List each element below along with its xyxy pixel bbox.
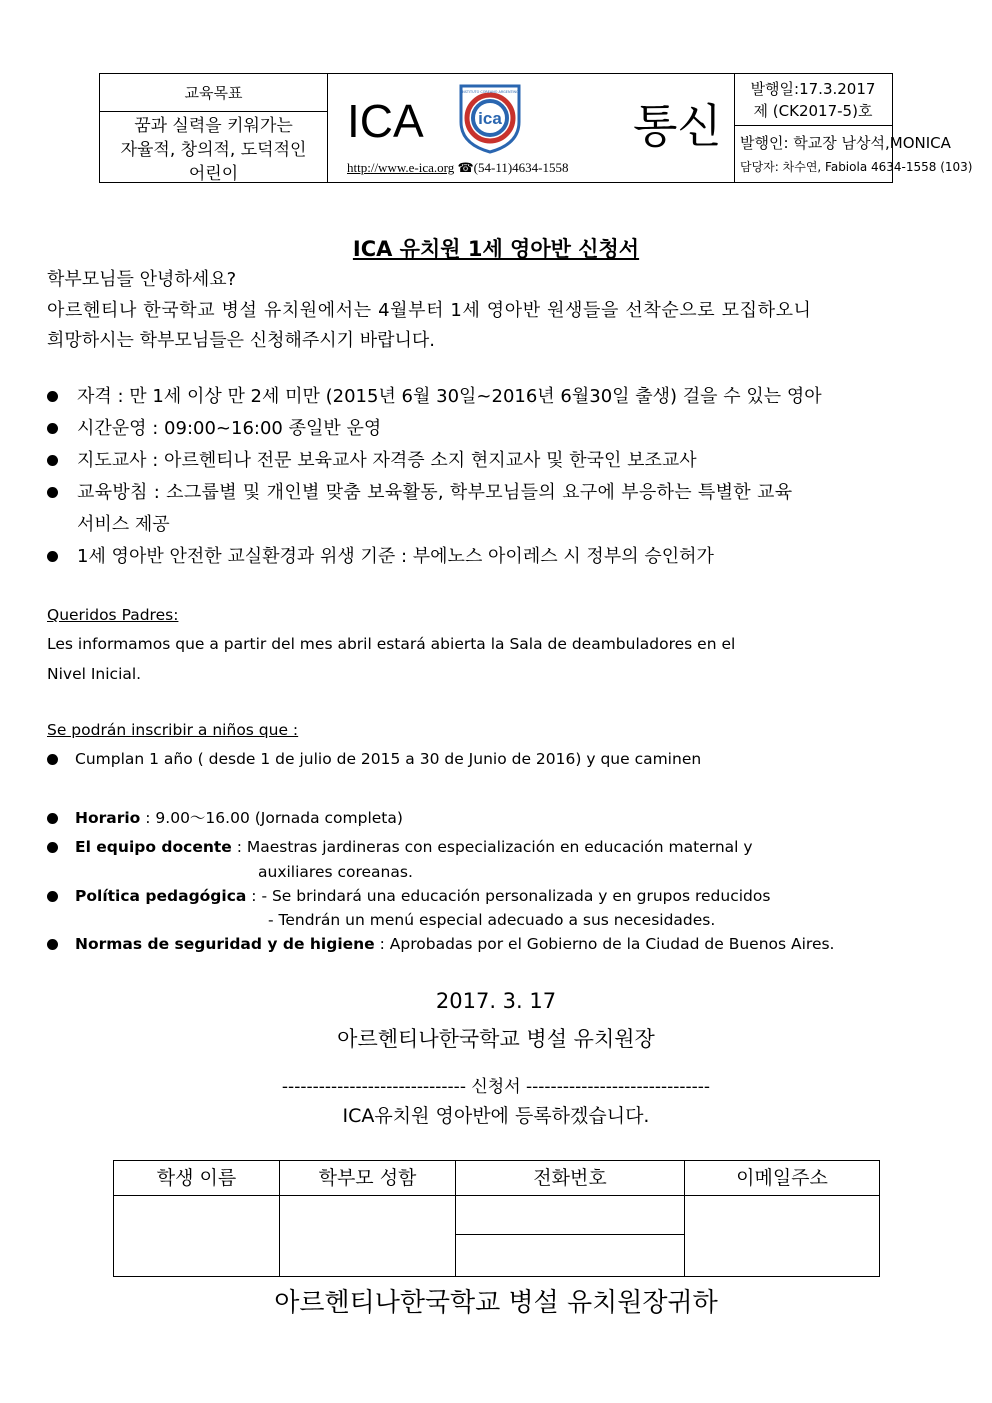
website-link[interactable]: http://www.e-ica.org	[347, 160, 455, 175]
newsletter-header	[99, 73, 973, 184]
document-date: 2017. 3. 17	[435, 989, 557, 1013]
list-item: El equipo docente : Maestras jardineras con especialización en educación maternal y	[47, 832, 753, 862]
list-item-continued: auxiliares coreanas.	[258, 863, 413, 881]
phone-field-1[interactable]	[456, 1196, 684, 1235]
svg-text:INSTITUTO COREANO ARGENTINO: INSTITUTO COREANO ARGENTINO	[461, 90, 519, 94]
issue-cell	[734, 74, 973, 182]
bullet-icon	[47, 391, 58, 402]
issue-info	[734, 74, 892, 126]
page-title: ICA 유치원 1세 영아반 신청서	[352, 237, 640, 261]
bullet-icon	[47, 423, 58, 434]
goal-text: 꿈과 실력을 키워가는 자율적, 창의적, 도덕적인 어린이	[120, 116, 307, 184]
goal-label: 교육목표	[100, 74, 327, 112]
contact-person: 담당자: 차수연, Fabiola 4634-1558 (103)	[740, 160, 973, 174]
header-parent-name: 학부모 성함	[280, 1161, 455, 1196]
form-divider: ------------------------------ 신청서 ------------------------------	[281, 1077, 711, 1097]
bullet-icon	[47, 842, 58, 853]
list-item: Normas de seguridad y de higiene : Aprobadas por el Gobierno de la Ciudad de Buenos Aires.	[47, 929, 835, 959]
brand-cell	[327, 74, 735, 182]
phone-field-2[interactable]	[456, 1235, 684, 1276]
list-item: 시간운영 : 09:00~16:00 종일반 운영	[47, 413, 945, 445]
es-subheading: Se podrán inscribir a niños que :	[47, 721, 299, 739]
list-item: Cumplan 1 año ( desde 1 de julio de 2015 a 30 de Junio de 2016) y que caminen	[47, 744, 701, 774]
parent-name-field[interactable]	[280, 1196, 455, 1276]
list-item: 자격 : 만 1세 이상 만 2세 미만 (2015년 6월 30일~2016년 6월30일 출생) 걸을 수 있는 영아	[47, 381, 945, 413]
svg-text:ica: ica	[478, 109, 502, 128]
header-phone: 전화번호	[456, 1161, 684, 1196]
intro-line-2: 희망하시는 학부모님들은 신청해주시기 바랍니다.	[47, 330, 436, 351]
list-item-continued: 서비스 제공	[77, 514, 170, 535]
brand-title-ko: 통신	[633, 99, 722, 153]
intro-line-1: 아르헨티나 한국학교 병설 유치원에서는 4월부터 1세 영아반 원생들을 선착순으로 모집하오니	[47, 300, 812, 321]
signer: 아르헨티나한국학교 병설 유치원장	[337, 1027, 655, 1051]
brand-title: ICA	[347, 95, 424, 147]
contact-line	[347, 160, 569, 176]
publisher: 발행인: 학교장 남상석,MONICA	[740, 134, 951, 152]
greeting: 학부모님들 안녕하세요?	[47, 269, 237, 290]
list-item: Política pedagógica : - Se brindará una educación personalizada y en grupos reducidos	[47, 881, 770, 911]
bullet-icon	[47, 455, 58, 466]
list-item-continued: - Tendrán un menú especial adecuado a sus necesidades.	[268, 911, 716, 929]
es-paragraph-line-2: Nivel Inicial.	[47, 665, 142, 683]
es-salutation: Queridos Padres:	[47, 606, 179, 624]
es-paragraph-line-1: Les informamos que a partir del mes abril estará abierta la Sala de deambuladores en el	[47, 635, 736, 653]
student-name-field[interactable]	[114, 1196, 279, 1276]
bullet-icon	[47, 939, 58, 950]
email-field[interactable]	[685, 1196, 879, 1276]
form-intro: ICA유치원 영아반에 등록하겠습니다.	[342, 1105, 650, 1127]
bullet-icon	[47, 551, 58, 562]
list-item: 교육방침 : 소그룹별 및 개인별 맞춤 보육활동, 학부모님들의 요구에 부응하는 특별한 교육	[47, 477, 945, 509]
issue-date: 발행일:17.3.2017	[750, 80, 876, 98]
list-item: 1세 영아반 안전한 교실환경과 위생 기준 : 부에노스 아이레스 시 정부의 승인허가	[47, 541, 945, 573]
bullet-icon	[47, 813, 58, 824]
closing-addressee: 아르헨티나한국학교 병설 유치원장귀하	[274, 1288, 718, 1318]
header-student-name: 학생 이름	[114, 1161, 279, 1196]
school-logo-icon	[455, 82, 525, 154]
goal-cell	[100, 74, 328, 182]
list-item: 지도교사 : 아르헨티나 전문 보육교사 자격증 소지 현지교사 및 한국인 보조교사	[47, 445, 945, 477]
bullet-icon	[47, 891, 58, 902]
issue-number: 제 (CK2017-5)호	[753, 102, 873, 120]
header-email: 이메일주소	[685, 1161, 879, 1196]
application-form-table	[113, 1160, 880, 1277]
bullet-icon	[47, 754, 58, 765]
bullet-icon	[47, 487, 58, 498]
phone-number: ☎(54-11)4634-1558	[457, 160, 569, 175]
list-item: Horario : 9.00～16.00 (Jornada completa)	[47, 803, 403, 833]
